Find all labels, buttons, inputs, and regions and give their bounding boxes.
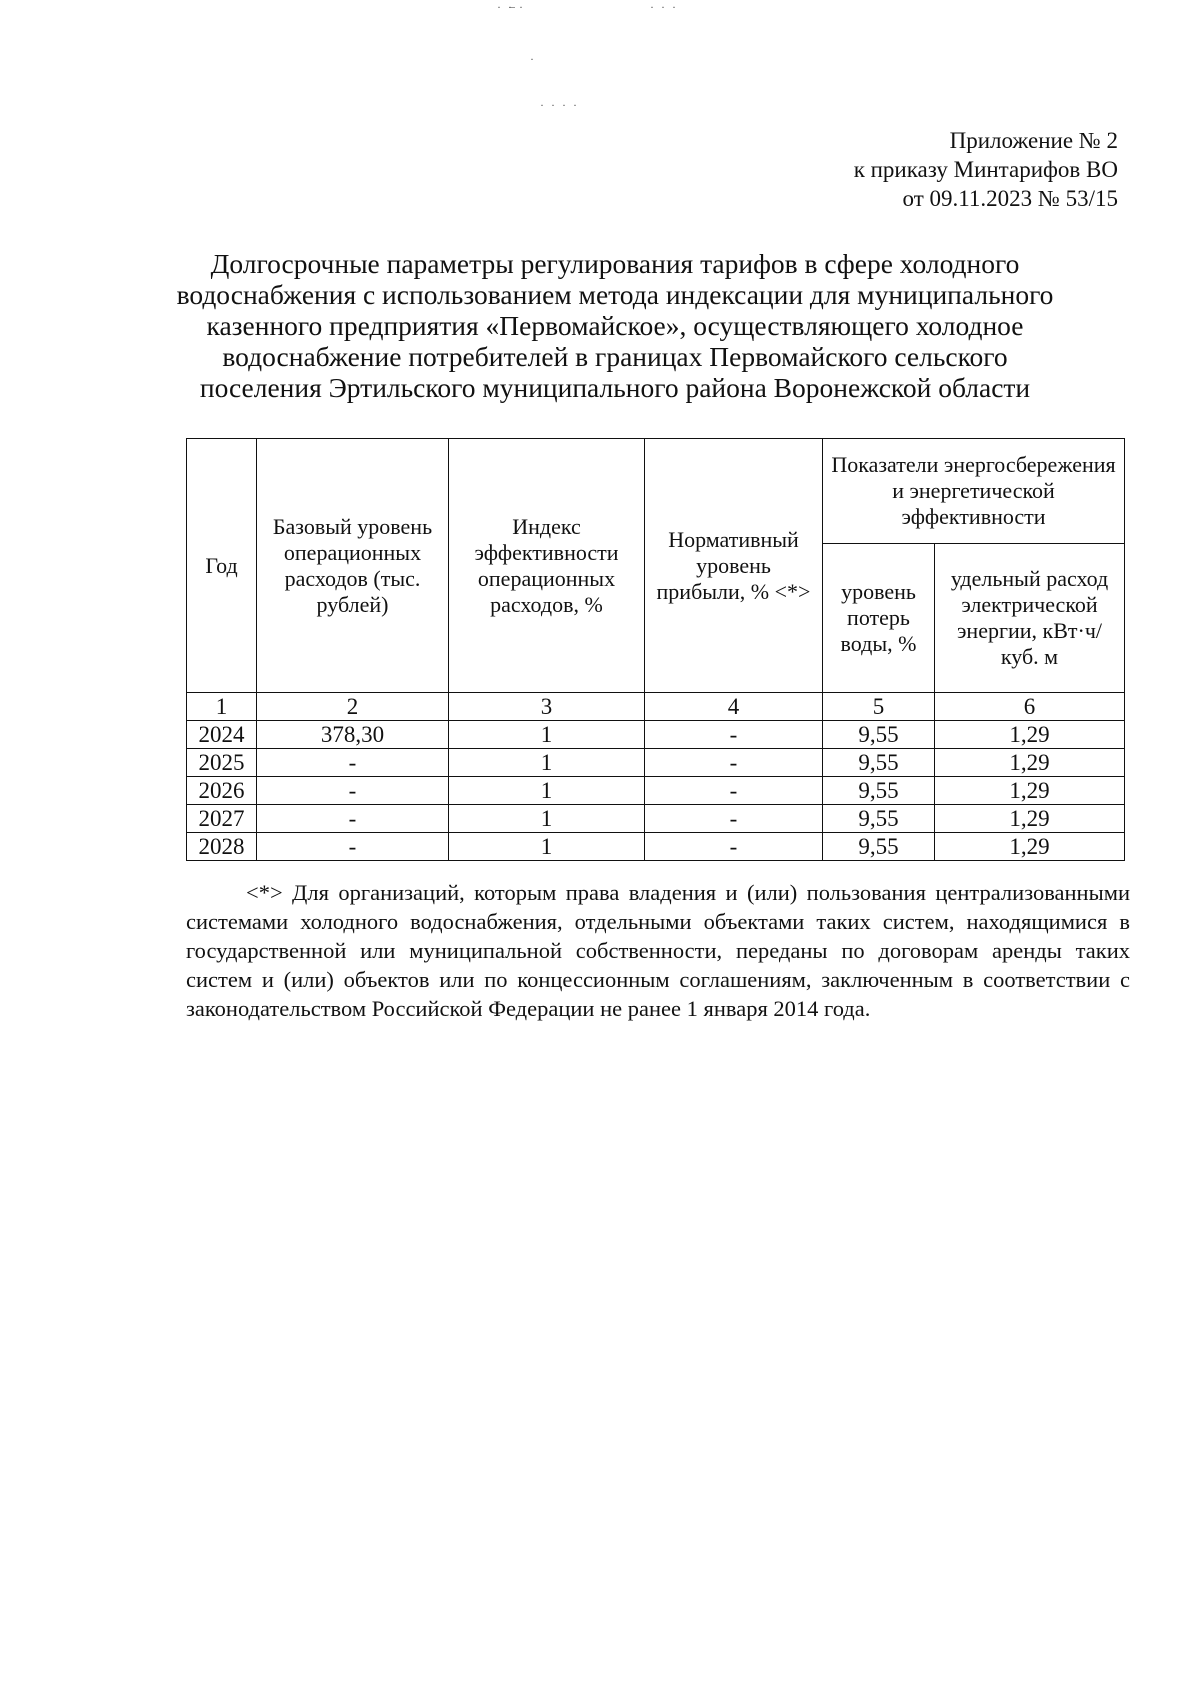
cell-index: 1 (449, 749, 645, 777)
cell-base: - (257, 749, 449, 777)
cell-energy: 1,29 (935, 833, 1125, 861)
parameters-table (186, 438, 1125, 861)
cell-year: 2026 (187, 777, 257, 805)
cell-profit: - (645, 833, 823, 861)
scan-artifact: · ·̶ · (497, 0, 525, 14)
title-line: Долгосрочные параметры регулирования тарифов в сфере холодного (210, 248, 1020, 279)
column-numbers-row (187, 693, 1125, 721)
table-row (187, 749, 1125, 777)
appendix-order: к приказу Минтарифов ВО (853, 157, 1118, 182)
header-profit-level: Нормативный уровень прибыли, % <*> (645, 439, 823, 693)
appendix-date: от 09.11.2023 № 53/15 (902, 186, 1118, 211)
header-year: Год (187, 439, 257, 693)
cell-base: 378,30 (257, 721, 449, 749)
header-water-loss: уровень потерь воды, % (823, 544, 935, 693)
table-row (187, 721, 1125, 749)
appendix-reference (854, 126, 1118, 213)
header-energy-group: Показатели энергосбережения и энергетической эффективности (823, 439, 1125, 544)
header-electricity: удельный расход электрической энергии, кВт·ч/куб. м (935, 544, 1125, 693)
cell-year: 2028 (187, 833, 257, 861)
scan-artifact: · (530, 52, 536, 66)
cell-profit: - (645, 777, 823, 805)
cell-base: - (257, 805, 449, 833)
footnote (186, 878, 1130, 1023)
cell-loss: 9,55 (823, 805, 935, 833)
title-line: водоснабжения с использованием метода индексации для муниципального (176, 279, 1054, 310)
cell-year: 2027 (187, 805, 257, 833)
header-efficiency-index: Индекс эффективности операционных расходов, % (449, 439, 645, 693)
cell-profit: - (645, 721, 823, 749)
scan-artifact: · · · · (540, 98, 579, 112)
cell-base: - (257, 833, 449, 861)
scan-artifact: · · · (650, 0, 678, 14)
cell-loss: 9,55 (823, 833, 935, 861)
cell-year: 2024 (187, 721, 257, 749)
cell-base: - (257, 777, 449, 805)
cell-energy: 1,29 (935, 721, 1125, 749)
column-number: 5 (823, 693, 935, 721)
footnote-text: <*> Для организаций, которым права владения и (или) пользования централизованными системами холодного водоснабжения, отдельными объектами таких систем, находящимися в государственной или муниципальной собственности, переданы по договорам аренды таких систем и (или) объектов или по концессионным соглашениям, заключенным в соответствии с законодательством Российской Федерации не ранее 1 января 2014 года. (186, 880, 1130, 1021)
column-number: 6 (935, 693, 1125, 721)
title-line: поселения Эртильского муниципального района Воронежской области (199, 372, 1031, 403)
cell-energy: 1,29 (935, 805, 1125, 833)
cell-index: 1 (449, 721, 645, 749)
cell-profit: - (645, 749, 823, 777)
column-number: 3 (449, 693, 645, 721)
header-base-level: Базовый уровень операционных расходов (тыс. рублей) (257, 439, 449, 693)
title-line: казенного предприятия «Первомайское», осуществляющего холодное (206, 310, 1024, 341)
table-row (187, 777, 1125, 805)
cell-loss: 9,55 (823, 721, 935, 749)
appendix-number: Приложение № 2 (949, 128, 1118, 153)
column-number: 2 (257, 693, 449, 721)
cell-energy: 1,29 (935, 749, 1125, 777)
cell-index: 1 (449, 777, 645, 805)
column-number: 1 (187, 693, 257, 721)
cell-index: 1 (449, 833, 645, 861)
column-number: 4 (645, 693, 823, 721)
table-row (187, 833, 1125, 861)
cell-loss: 9,55 (823, 777, 935, 805)
cell-index: 1 (449, 805, 645, 833)
table-row (187, 805, 1125, 833)
cell-year: 2025 (187, 749, 257, 777)
parameters-table-wrapper (186, 438, 1124, 861)
document-title (175, 248, 1055, 403)
cell-energy: 1,29 (935, 777, 1125, 805)
cell-loss: 9,55 (823, 749, 935, 777)
cell-profit: - (645, 805, 823, 833)
title-line: водоснабжение потребителей в границах Первомайского сельского (222, 341, 1008, 372)
